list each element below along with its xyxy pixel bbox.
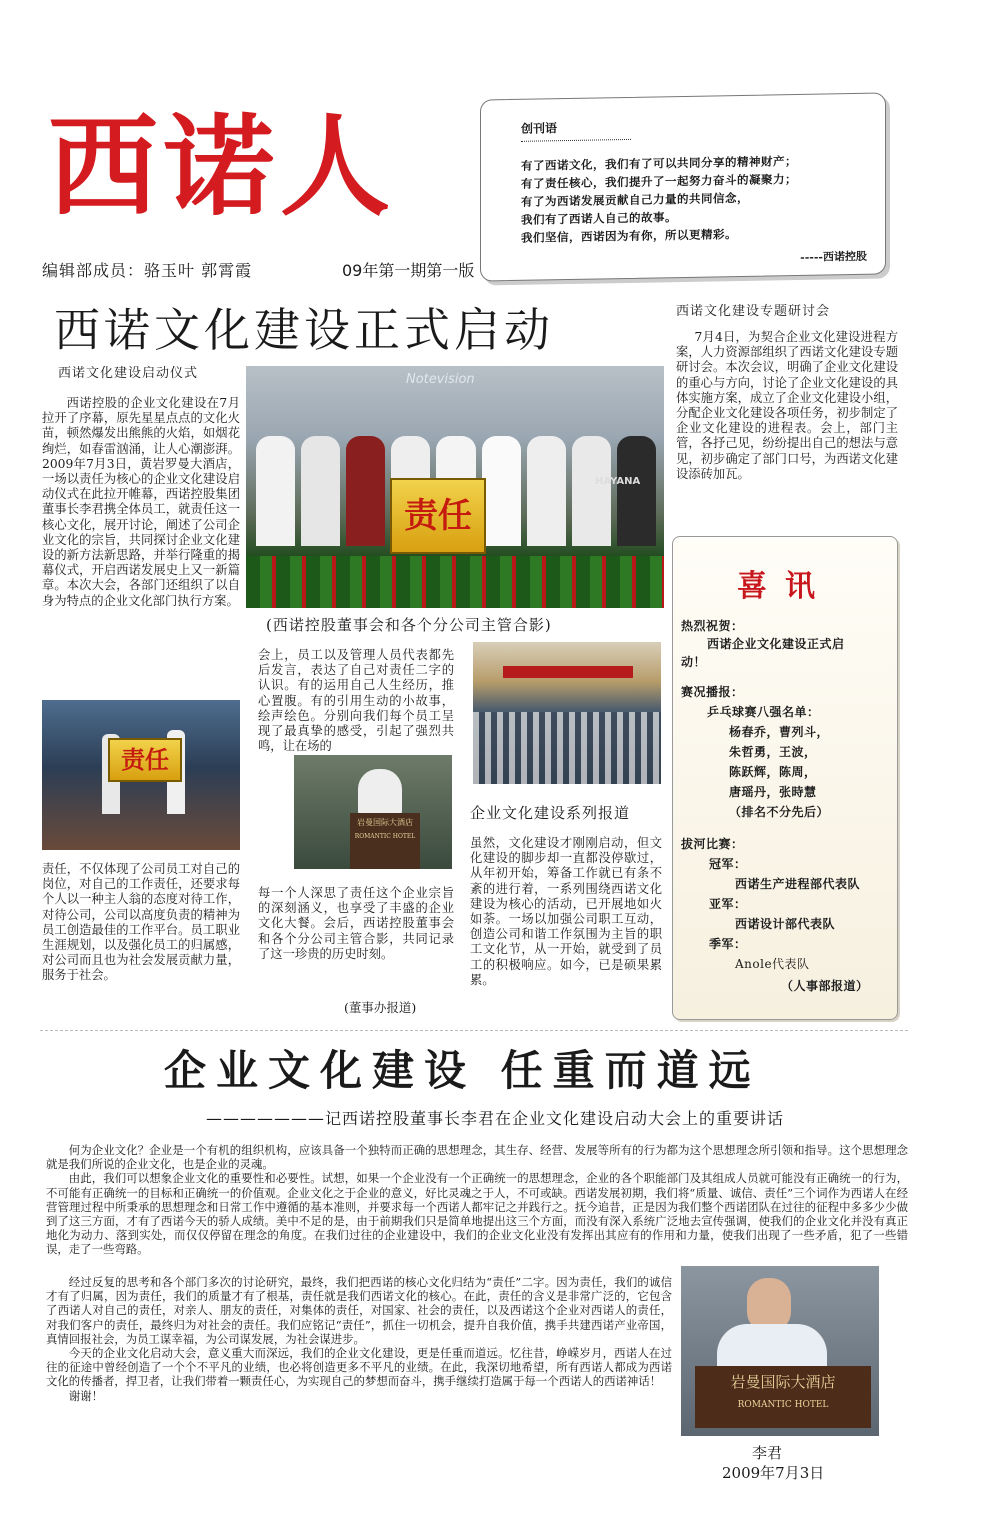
foreword-line: 有了为西诺发展贡献自己力量的共同信念， bbox=[521, 190, 749, 209]
podium-subtext: ROMANTIC HOTEL bbox=[737, 1400, 829, 1410]
flower-row bbox=[246, 556, 664, 608]
foreword-box bbox=[480, 92, 886, 281]
news-line: 乒乓球赛八强名单： bbox=[707, 705, 820, 719]
shirt-text: HAYANA bbox=[595, 476, 641, 487]
foreword-signature: -----西诺控股 bbox=[800, 249, 867, 264]
speech-paragraph: 谢谢！ bbox=[68, 1388, 103, 1403]
speech-text-bottom bbox=[46, 1275, 672, 1403]
news-line: 西诺生产进程部代表队 bbox=[735, 877, 861, 891]
article-col2-text-a: 会上，员工以及管理人员代表都先后发言，表达了自己对责任二字的认识。有的运用自己人生经历，推心置腹。有的引用生动的小故事，绘声绘色。分别向我们每个员工呈现了最真挚的感受，引起了强烈共鸣，让在场的 bbox=[258, 648, 454, 754]
speech-date: 2009年7月3日 bbox=[722, 1464, 825, 1482]
good-news-title: 喜讯 bbox=[737, 569, 833, 604]
speech-paragraph: 何为企业文化？企业是一个有机的组织机构，应该具备一个独特而正确的思想理念，其生存、经营、发展等所有的行为都为这个思想理念所引领和指导。这个思想理念就是我们所说的企业文化，也是企业的灵魂。 bbox=[46, 1143, 908, 1172]
section-divider bbox=[40, 1030, 908, 1031]
main-headline: 西诺文化建设正式启动 bbox=[54, 303, 554, 357]
col2-credit: (董事办报道) bbox=[344, 1000, 417, 1015]
foreword-line: 我们有了西诺人自己的故事。 bbox=[521, 210, 677, 227]
news-line: 唐瑶丹，张時慧 bbox=[729, 785, 817, 799]
news-line: 季军： bbox=[709, 937, 747, 951]
article-col2-text bbox=[258, 648, 454, 754]
news-line: 杨春乔，曹列斗， bbox=[729, 725, 830, 739]
responsibility-banner: 责任 bbox=[390, 478, 486, 554]
chairman-photo bbox=[681, 1266, 879, 1436]
meeting-hall-photo bbox=[473, 642, 661, 784]
news-line: 亚军： bbox=[709, 897, 747, 911]
news-line: 朱哲勇，王波， bbox=[729, 745, 817, 759]
speech-subheadline: ———————记西诺控股董事长李君在企业文化建设启动大会上的重要讲话 bbox=[206, 1109, 785, 1128]
series-text: 虽然，文化建设才刚刚启动，但文化建设的脚步却一直都没停歇过，从年初开始，筹备工作就已有条不紊的进行着，一系列围绕西诺文化建设为核心的活动，已开展地如火如荼。一场以加强公司职工互动，创造公司和谐工作氛围为主旨的职工文化节，从一开始，就受到了员工的积极响应。如今，已是硕果累累。 bbox=[470, 836, 662, 987]
foreword-title: 创刊语 bbox=[521, 118, 631, 142]
ceremony-photo bbox=[42, 700, 240, 850]
podium-text: 岩曼国际大酒店 bbox=[730, 1373, 836, 1391]
news-line: 陈跃辉，陈周， bbox=[729, 765, 817, 779]
foreword-line: 有了责任核心，我们提升了一起努力奋斗的凝聚力； bbox=[521, 172, 797, 191]
news-line: 赛况播报： bbox=[681, 685, 744, 699]
speaker-figure bbox=[358, 769, 402, 817]
news-line: 动！ bbox=[681, 655, 707, 669]
podium-subtext: ROMANTIC HOTEL bbox=[354, 833, 416, 840]
news-line: （排名不分先后） bbox=[729, 805, 830, 819]
news-line: 冠军： bbox=[709, 857, 747, 871]
speaker-photo bbox=[294, 755, 452, 869]
group-photo bbox=[246, 366, 664, 608]
news-line: 西诺企业文化建设正式启 bbox=[707, 637, 845, 651]
group-photo-caption: (西诺控股董事会和各个分公司主管合影) bbox=[266, 616, 552, 634]
news-line: 拔河比赛： bbox=[681, 837, 744, 851]
photo-watermark: Notevision bbox=[406, 372, 475, 387]
article-col1-text-b: 责任，不仅体现了公司员工对自己的岗位，对自己的工作责任，还要求每个人以一种主人翁的态度对待工作，对待公司，公司以高度负责的精神为员工创造最佳的工作平台。员工职业生涯规划，以及强化员工的归属感，对公司而且也为社会发展贡献力量，服务于社会。 bbox=[42, 862, 240, 983]
speech-author: 李君 bbox=[752, 1444, 783, 1462]
stage-banner bbox=[503, 666, 633, 678]
podium bbox=[350, 813, 420, 869]
good-news-box bbox=[672, 536, 898, 1020]
speech-paragraph: 由此，我们可以想象企业文化的重要性和必要性。试想，如果一个企业没有一个正确统一的思想理念，企业的各个职能部门及其组成人员就可能没有正确统一的行为，不可能有正确统一的目标和正确统一的价值观。企业文化之于企业的意义，好比灵魂之于人，不可或缺。西诺发展初期，我们将“质量、诚信、责任”三个词作为西诺人在经营管理过程中所秉承的思想理念和日常工作中遵循的基本准则，并要求每一个西诺人都牢记之并践行之。抚今追昔，正是因为我们整个西诺团队在过往的征程中多多少少做到了这三方面，才有了西诺今天的骄人成绩。美中不足的是，由于前期我们只是简单地提出这三个方面，而没有深入系统广泛地去宣传强调，使我们的企业文化并没有真正地化为动力、落到实处，而仅仅停留在理念的角度。在我们过往的企业建设中，我们的企业文化业没有发挥出其应有的作用和力量，使我们出现了一些矛盾，犯了一些错误，走了一些弯路。 bbox=[46, 1171, 908, 1257]
editors-line: 编辑部成员：骆玉叶 郭霄霞 bbox=[42, 261, 253, 280]
responsibility-banner: 责任 bbox=[108, 738, 182, 782]
news-credit: （人事部报道） bbox=[781, 979, 869, 993]
podium bbox=[695, 1366, 871, 1428]
article-col2-text-b: 每一个人深思了责任这个企业宗旨的深刻涵义，也享受了丰盛的企业文化大餐。会后，西诺控股董事会和各个分公司主管合影，共同记录了这一珍贵的历史时刻。 bbox=[258, 886, 454, 961]
news-line: 西诺设计部代表队 bbox=[735, 917, 836, 931]
podium-text: 岩曼国际大酒店 bbox=[357, 818, 413, 827]
speech-headline: 企业文化建设 任重而道远 bbox=[164, 1046, 761, 1095]
issue-line: 09年第一期第一版 bbox=[342, 261, 475, 280]
speech-text-top bbox=[46, 1143, 908, 1257]
audience bbox=[473, 712, 661, 784]
masthead-title: 西诺人 bbox=[48, 102, 396, 231]
news-line: Anole代表队 bbox=[735, 957, 810, 971]
speech-paragraph: 今天的企业文化启动大会，意义重大而深远，我们的企业文化建设，更是任重而道远。忆往昔，峥嵘岁月，西诺人在过往的征途中曾经创造了一个个不平凡的业绩，也必将创造更多不平凡的业绩。在此，我深切地希望，所有西诺人都成为西诺文化的传播者，捍卫者，让我们带着一颗责任心，为实现自己的梦想而奋斗，携手继续打造属于每一个西诺人的西诺神话！ bbox=[46, 1346, 672, 1389]
news-line: 热烈祝贺： bbox=[681, 619, 744, 633]
main-subtitle: 西诺文化建设启动仪式 bbox=[58, 366, 199, 381]
article-col1-text: 西诺控股的企业文化建设在7月拉开了序幕，原先星星点点的文化火苗，顿然爆发出熊熊的火焰，如烟花绚烂，如春雷汹涌，让人心潮澎湃。2009年7月3日，黄岩罗曼大酒店，一场以责任为核心的企业文化建设启动仪式在此拉开帷幕，西诺控股集团董事长李君携全体员工，就责任这一核心文化，展开讨论，阐述了公司企业文化的宗旨，共同探讨企业文化建设的新方法新思路，并举行隆重的揭幕仪式，开启西诺发展史上又一新篇章。本次大会，各部门还组织了以自身为特点的企业文化部门执行方案。 bbox=[42, 396, 240, 608]
foreword-line: 有了西诺文化，我们有了可以共同分享的精神财产； bbox=[521, 154, 797, 173]
seminar-text: 7月4日，为契合企业文化建设进程方案，人力资源部组织了西诺文化建设专题研讨会。本次会议，明确了企业文化建设的重心与方向，讨论了企业文化建设的具体实施方案，成立了企业文化建设小组，分配企业文化建设各项任务，初步制定了企业文化建设的进程表。会上，部门主管，各抒己见，纷纷提出自己的想法与意见，初步确定了部门口号，为西诺文化建设添砖加瓦。 bbox=[676, 330, 898, 481]
seminar-title: 西诺文化建设专题研讨会 bbox=[676, 304, 831, 319]
foreword-line: 我们坚信，西诺因为有你，所以更精彩。 bbox=[521, 227, 737, 245]
speech-paragraph: 经过反复的思考和各个部门多次的讨论研究，最终，我们把西诺的核心文化归结为“责任”二字。因为责任，我们的诚信才有了归属，因为责任，我们的质量才有了根基，责任就是我们西诺文化的核心。在此，责任的含义是非常广泛的，它包含了西诺人对自己的责任，对亲人、朋友的责任，对集体的责任，对国家、社会的责任，以及西诺这个企业对西诺人的责任，对我们客户的责任，最终归为对社会的责任。我们应铭记“责任”，抓住一切机会，提升自我价值，携手共建西诺产业帝国，真情回报社会，为员工谋幸福，为公司谋发展，为社会谋进步。 bbox=[46, 1275, 672, 1346]
series-title: 企业文化建设系列报道 bbox=[470, 804, 631, 822]
